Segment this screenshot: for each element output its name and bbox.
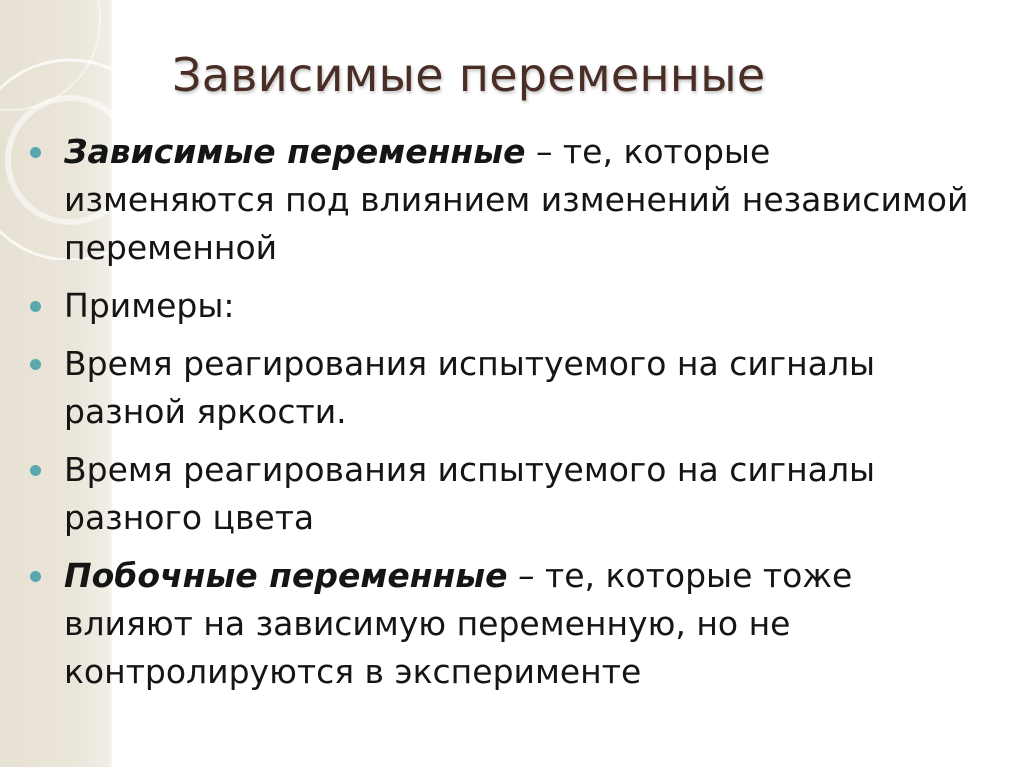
slide-title: Зависимые переменные [172, 48, 766, 102]
bullet-item [30, 340, 990, 436]
deco-arc-top [0, 0, 100, 110]
bullet-dot-icon [30, 147, 41, 158]
bullet-list [30, 128, 990, 706]
bullet-item [30, 552, 990, 696]
bullet-text: Время реагирования испытуемого на сигналы разного цвета [64, 450, 876, 537]
bullet-item [30, 128, 990, 272]
bullet-item [30, 282, 990, 330]
bullet-item [30, 446, 990, 542]
bullet-text: Примеры: [64, 286, 235, 325]
bullet-dot-icon [30, 301, 41, 312]
bullet-dot-icon [30, 359, 41, 370]
bullet-dot-icon [30, 465, 41, 476]
bullet-dot-icon [30, 571, 41, 582]
bullet-text: Время реагирования испытуемого на сигналы разной яркости. [64, 344, 876, 431]
bullet-text: – те, которые тоже влияют на зависимую переменную, но не контролируются в эксперименте [64, 556, 853, 691]
bullet-text: – те, которые изменяются под влиянием изменений независимой переменной [64, 132, 969, 267]
bullet-term: Побочные переменные [64, 556, 508, 595]
bullet-term: Зависимые переменные [64, 132, 526, 171]
